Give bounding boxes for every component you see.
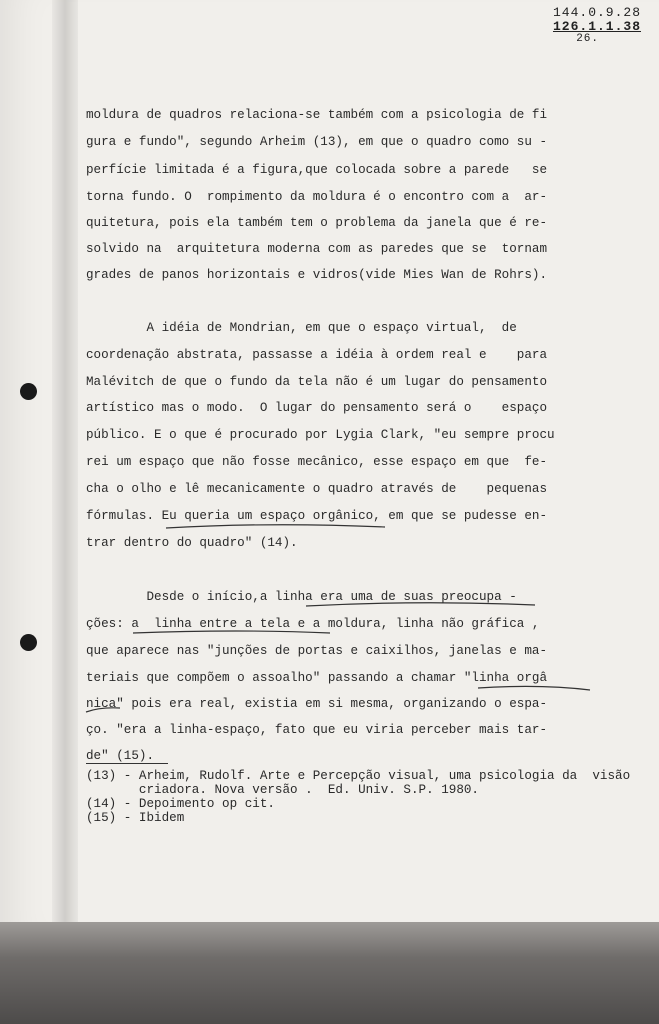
text-line: cha o olho e lê mecanicamente o quadro através de pequenas xyxy=(86,482,548,496)
text-line: rei um espaço que não fosse mecânico, esse espaço em que fe- xyxy=(86,455,548,469)
archive-code: 126.1.1.38 xyxy=(552,19,641,34)
footnote: criadora. Nova versão . Ed. Univ. S.P. 1980. xyxy=(86,783,479,797)
page-number: 26. xyxy=(576,33,599,45)
text-line: gura e fundo", segundo Arheim (13), em que o quadro como su - xyxy=(86,135,548,149)
text-line: fórmulas. Eu queria um espaço orgânico, em que se pudesse en- xyxy=(86,509,548,523)
text-line: de" (15). xyxy=(86,749,155,763)
archive-code: 144.0.9.28 xyxy=(552,5,641,20)
page-fold-shadow xyxy=(52,0,78,928)
text-line: quitetura, pois ela também tem o problema da janela que é re- xyxy=(86,216,548,230)
punch-hole xyxy=(20,634,37,651)
text-line: ções: a linha entre a tela e a moldura, linha não gráfica , xyxy=(86,617,540,631)
text-line: público. E o que é procurado por Lygia Clark, "eu sempre procu xyxy=(86,428,555,442)
text-line: artístico mas o modo. O lugar do pensamento será o espaço xyxy=(86,401,548,415)
text-line: perfície limitada é a figura,que colocada sobre a parede se xyxy=(86,163,548,177)
text-line: que aparece nas "junções de portas e caixilhos, janelas e ma- xyxy=(86,644,548,658)
punch-hole xyxy=(20,383,37,400)
text-line: Desde o início,a linha era uma de suas preocupa - xyxy=(86,590,517,604)
text-line: grades de panos horizontais e vidros(vide Mies Wan de Rohrs). xyxy=(86,268,548,282)
text-line: nica" pois era real, existia em si mesma, organizando o espa- xyxy=(86,697,548,711)
footnote: (15) - Ibidem xyxy=(86,811,185,825)
text-line: coordenação abstrata, passasse a idéia à ordem real e para xyxy=(86,348,548,362)
footnote: (13) - Arheim, Rudolf. Arte e Percepção visual, uma psicologia da visão xyxy=(86,769,631,783)
text-line: trar dentro do quadro" (14). xyxy=(86,536,298,550)
text-line: ço. "era a linha-espaço, fato que eu viria perceber mais tar- xyxy=(86,723,548,737)
scan-background xyxy=(0,922,659,1024)
footnote-rule xyxy=(86,763,168,764)
text-line: moldura de quadros relaciona-se também com a psicologia de fi xyxy=(86,108,548,122)
text-line: A idéia de Mondrian, em que o espaço virtual, de xyxy=(86,321,517,335)
footnote: (14) - Depoimento op cit. xyxy=(86,797,275,811)
text-line: Malévitch de que o fundo da tela não é um lugar do pensamento xyxy=(86,375,548,389)
text-line: torna fundo. O rompimento da moldura é o encontro com a ar- xyxy=(86,190,548,204)
text-line: solvido na arquitetura moderna com as paredes que se tornam xyxy=(86,242,548,256)
text-line: teriais que compõem o assoalho" passando a chamar "linha orgâ xyxy=(86,671,548,685)
